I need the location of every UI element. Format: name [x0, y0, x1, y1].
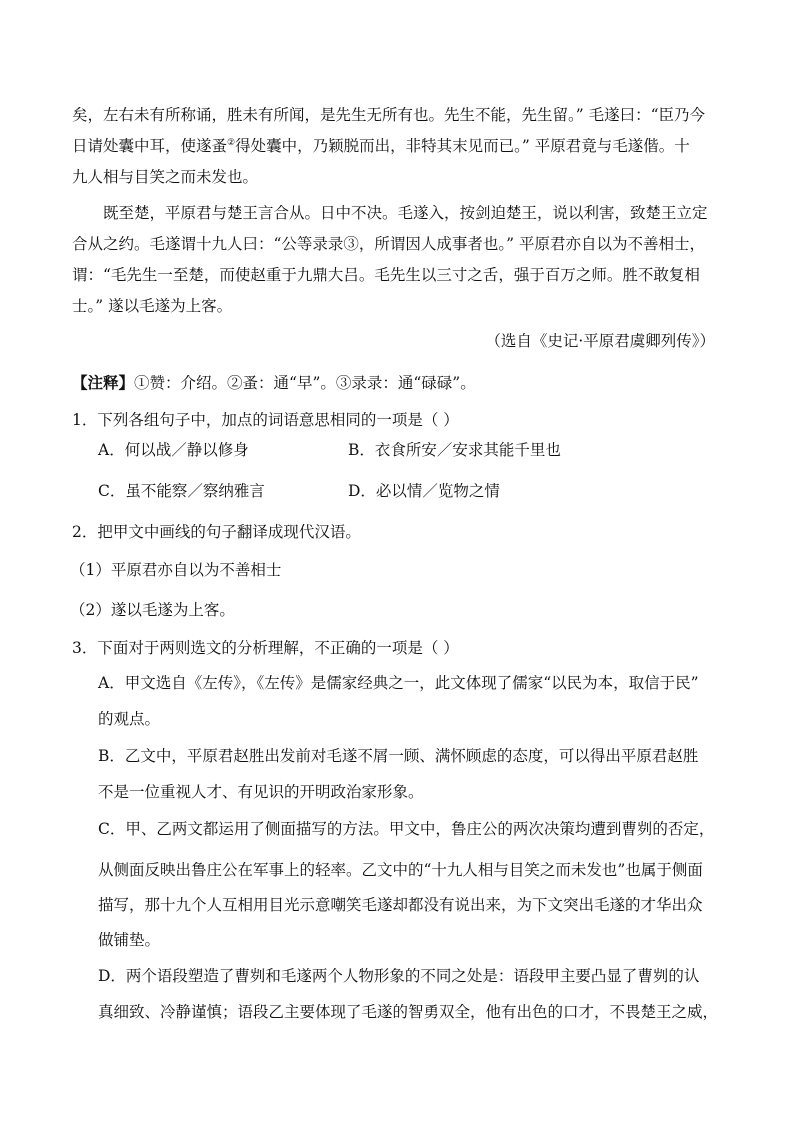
question-1-options-row-1	[98, 439, 718, 461]
passage-line-5: 合从之约。毛遂谓十九人曰：“公等录录③，所谓因人成事者也。” 平原君亦自以为不善相士，	[72, 235, 706, 253]
question-3-option-d-line-2: 真细致、冷静谨慎；语段乙主要体现了毛遂的智勇双全，他有出色的口才，不畏楚王之威，	[98, 1003, 719, 1021]
question-3-option-c-line-1: C．甲、乙两文都运用了侧面描写的方法。甲文中，鲁庄公的两次决策均遭到曹刿的否定，	[98, 820, 715, 838]
notes-line	[72, 372, 722, 394]
passage-line-6: 谓：“毛先生一至楚，而使赵重于九鼎大吕。毛先生以三寸之舌，强于百万之师。胜不敢复相	[72, 266, 700, 284]
question-1-option-d: D．必以情／览物之情	[348, 482, 500, 500]
question-3-option-a-line-2: 的观点。	[98, 710, 161, 728]
question-3-option-a-line-1: A．甲文选自《左传》，《左传》是儒家经典之一，此文体现了儒家“以民为本，取信于民”	[98, 674, 699, 692]
notes-text: ①赞：介绍。②蚤：通“早”。③录录：通“碌碌”。	[134, 374, 476, 392]
passage-line-2-part-a: 日请处囊中耳，使遂蚤	[72, 137, 228, 155]
question-3-option-b-line-2: 不是一位重视人才、有见识的开明政治家形象。	[98, 783, 424, 801]
question-3-stem: 3．下面对于两则选文的分析理解，不正确的一项是（ ）	[72, 639, 459, 657]
passage-line-7: 士。” 遂以毛遂为上客。	[72, 297, 233, 315]
question-3-option-d-line-1: D．两个语段塑造了曹刿和毛遂两个人物形象的不同之处是：语段甲主要凸显了曹刿的认	[98, 967, 700, 985]
passage-line-2	[72, 135, 722, 157]
passage-line-1: 矣，左右未有所称诵，胜未有所闻，是先生无所有也。先生不能，先生留。” 毛遂曰：“臣乃今	[72, 106, 706, 124]
question-1-option-b: B．衣食所安／安求其能千里也	[348, 441, 561, 459]
question-3-option-c-line-4: 做铺垫。	[98, 931, 161, 949]
question-3-option-c-line-2: 从侧面反映出鲁庄公在军事上的轻率。乙文中的“十九人相与目笑之而未发也”也属于侧面	[98, 861, 703, 879]
question-1-option-c: C．虽不能察／察纳雅言	[98, 482, 265, 500]
question-3-option-b-line-1: B．乙文中，平原君赵胜出发前对毛遂不屑一顾、满怀顾虑的态度，可以得出平原君赵胜	[98, 747, 699, 765]
source-citation: （选自《史记·平原君虞卿列传》）	[485, 332, 715, 350]
notes-label: 【注释】	[72, 373, 135, 392]
question-1-option-a: A．何以战／静以修身	[98, 441, 249, 459]
question-1-stem: 1．下列各组句子中，加点的词语意思相同的一项是（ ）	[72, 411, 459, 429]
question-1-options-row-2	[98, 480, 718, 502]
question-3-option-c-line-3: 描写，那十九个人互相用目光示意嘲笑毛遂却都没有说出来，为下文突出毛遂的才华出众	[98, 896, 703, 914]
question-2-stem: 2．把甲文中画线的句子翻译成现代汉语。	[72, 523, 361, 541]
passage-line-3: 九人相与目笑之而未发也。	[72, 168, 259, 186]
question-2-part-1: （1）平原君亦自以为不善相士	[70, 561, 282, 579]
passage-line-2-part-b: 得处囊中，乃颖脱而出，非特其末见而已。” 平原君竟与毛遂偕。十	[235, 137, 690, 155]
question-2-part-2: （2）遂以毛遂为上客。	[70, 601, 235, 619]
passage-line-4: 既至楚，平原君与楚王言合从。日中不决。毛遂入，按剑迫楚王，说以利害，致楚王立定	[103, 204, 708, 222]
footnote-marker: ②	[227, 137, 236, 148]
